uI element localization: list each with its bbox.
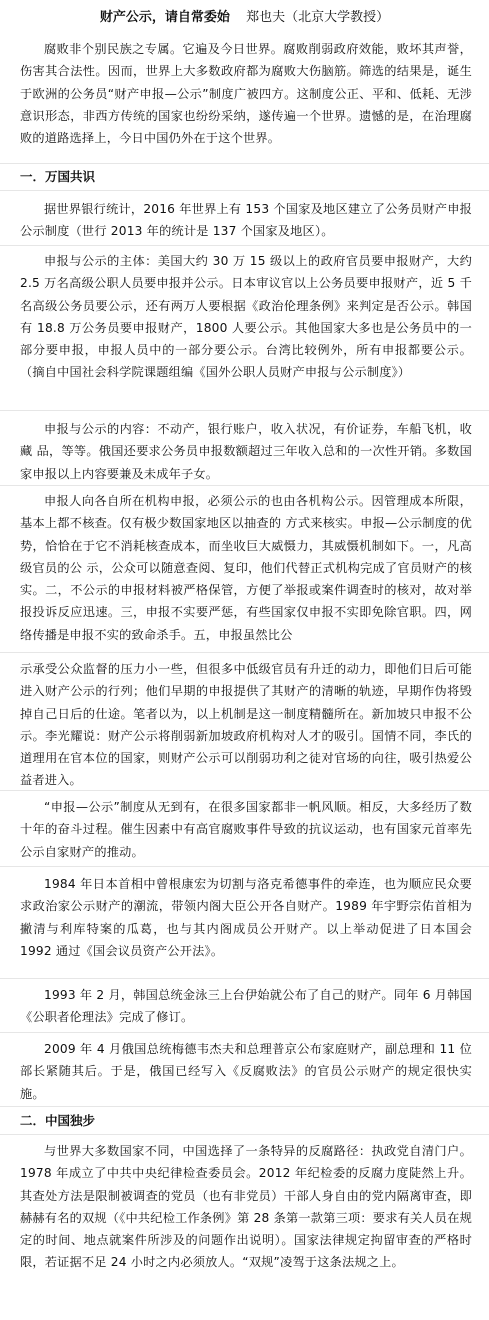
article-title: 财产公示，请自常委始 [99, 10, 230, 25]
section-heading-2: 二．中国独步 [20, 1113, 96, 1128]
divider [0, 1106, 489, 1107]
divider [0, 245, 489, 246]
divider [0, 1032, 489, 1033]
divider [0, 790, 489, 791]
paragraph: 2009 年 4 月俄国总统梅德韦杰夫和总理普京公布家庭财产，副总理和 11 位部长紧随其后。于是，俄国已经写入《反腐败法》的官员公示财产的规定很快实施。 [20, 1042, 472, 1101]
divider [0, 163, 489, 164]
divider [0, 978, 489, 979]
article-author: 郑也夫（北京大学教授） [246, 10, 390, 25]
divider [0, 410, 489, 411]
paragraph: 示承受公众监督的压力小一些，但很多中低级官员有升迁的动力，即他们日后可能进入财产公示的行列；他们早期的申报提供了其财产的清晰的轨迹，早期作伪将毁掉自己日后的仕途。笔者以为，以上机制是这一制度精髓所在。新加坡只申报不公示。李光耀说：财产公示将削弱新加坡政府机构对人才的吸引。国情不同，李氏的道理用在官本位的国家，则财产公示可以削弱功利之徒对官场的向往，吸引热爱公益者进入。 [20, 662, 472, 788]
paragraph: 申报与公示的内容：不动产，银行账户，收入状况，有价证券，车船飞机，收藏 品，等等。俄国还要求公务员申报数额超过三年收入总和的一次性开销。多数国家申报以上内容要兼及未成年子女。 [20, 422, 472, 481]
divider [0, 190, 489, 191]
section-heading-1: 一．万国共识 [20, 169, 96, 184]
paragraph: 申报与公示的主体：美国大约 30 万 15 级以上的政府官员要申报财产，大约 2.5 万名高级公职人员要申报并公示。日本审议官以上公务员要申报财产，近 5 千名高级公务员要公示，还有两万人要根据《政治伦理条例》来判定是否公示。韩国有 18.8 万公务员要申报财产，1800 人要公示。其他国家大多也是公务员中的一部分要申报，申报人员中的一部分要公示。台湾比较例外，所有申报都要公示。（摘自中国社会科学院课题组编《国外公职人员财产申报与公示制度》） [20, 254, 472, 380]
divider [0, 866, 489, 867]
intro-paragraph: 腐败非个别民族之专属。它遍及今日世界。腐败削弱政府效能，败坏其声誉，伤害其合法性。因而，世界上大多数政府都为腐败大伤脑筋。筛选的结果是，诞生于欧洲的公务员“财产申报—公示”制度广被四方。这制度公正、平和、低耗、无涉意识形态，非西方传统的国家也纷纷采纳，遂传遍一个世界。遗憾的是，在治理腐败的道路选择上，今日中国仍外在于这个世界。 [20, 42, 472, 146]
divider [0, 485, 489, 486]
divider [0, 1134, 489, 1135]
paragraph: 1993 年 2 月，韩国总统金泳三上台伊始就公布了自己的财产。同年 6 月韩国《公职者伦理法》完成了修订。 [20, 988, 472, 1025]
paragraph: 1984 年日本首相中曾根康宏为切割与洛克希德事件的牵连，也为顺应民众要求政治家公示财产的潮流，带领内阁大臣公开各自财产。1989 年宇野宗佑首相为撇清与利库特案的瓜葛，也与其内阁成员公开财产。以上举动促进了日本国会 1992 通过《国会议员资产公开法》。 [20, 877, 472, 958]
paragraph: “申报—公示”制度从无到有，在很多国家都非一帆风顺。相反，大多经历了数十年的奋斗过程。催生因素中有高官腐败事件导致的抗议运动，也有国家元首率先公示自家财产的推动。 [20, 800, 472, 859]
paragraph: 与世界大多数国家不同，中国选择了一条特异的反腐路径：执政党自清门户。1978 年成立了中共中央纪律检查委员会。2012 年纪检委的反腐力度陡然上升。其查处方法是限制被调查的党员（也有非党员）干部人身自由的党内隔离审查，即赫赫有名的双规（《中共纪检工作条例》第 28 条第一款第三项：要求有关人员在规定的时间、地点就案件所涉及的问题作出说明）。国家法律规定拘留审查的严格时限，若证据不足 24 小时之内必须放人。“双规”凌驾于这条法规之上。 [20, 1144, 472, 1270]
paragraph: 申报人向各自所在机构申报，必须公示的也由各机构公示。因管理成本所限，基本上都不核查。仅有极少数国家地区以抽查的 方式来核实。申报—公示制度的优势，恰恰在于它不消耗核查成本，而坐收巨大威慑力，其威慑机制如下。一，凡高级官员的公 示，公众可以随意查阅、复印，他们代替正式机构完成了官员财产的核实。二，不公示的申报材料被严格保管，方便了举报或案件调查时的核对，故对举报投诉反应迅速。三，申报不实要严惩，有些国家仅申报不实即免除官职。四，网络传播是申报不实的致命杀手。五，申报虽然比公 [20, 494, 472, 642]
paragraph: 据世界银行统计，2016 年世界上有 153 个国家及地区建立了公务员财产申报公示制度（世行 2013 年的统计是 137 个国家及地区）。 [20, 202, 472, 239]
divider [0, 652, 489, 653]
article-header [0, 8, 489, 28]
